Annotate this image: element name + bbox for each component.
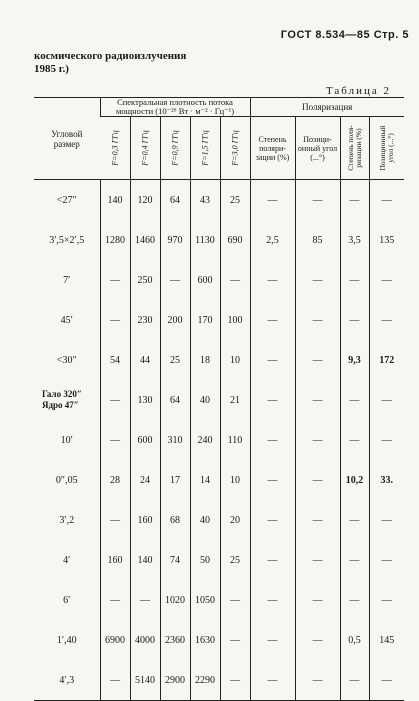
table-cell: 145	[369, 620, 404, 660]
table-label: Таблица 2	[325, 85, 391, 97]
table-cell: 44	[130, 340, 160, 380]
table-cell: 1460	[130, 220, 160, 260]
col-header-freq	[190, 117, 220, 180]
table-row	[34, 580, 404, 620]
table-cell: 250	[130, 260, 160, 300]
cell-angular-size: 3′,5×2′,5	[49, 234, 85, 246]
cell-angular-size: <30″	[56, 354, 77, 366]
table-cell: 600	[130, 420, 160, 460]
table-cell: —	[250, 420, 295, 460]
table-cell: 25	[220, 180, 250, 221]
table-cell: —	[369, 380, 404, 420]
col-header-freq	[100, 117, 130, 180]
table-cell: 5140	[130, 660, 160, 701]
table-cell: 3,5	[340, 220, 369, 260]
table-row	[34, 220, 404, 260]
table-cell: —	[340, 420, 369, 460]
table-row	[34, 540, 404, 580]
table-cell: —	[100, 660, 130, 701]
table-row	[34, 260, 404, 300]
table-cell: 14	[190, 460, 220, 500]
table-cell: 33.	[369, 460, 404, 500]
table-cell: 10	[220, 340, 250, 380]
table-cell: 2,5	[250, 220, 295, 260]
table-cell: 21	[220, 380, 250, 420]
table-cell: —	[340, 500, 369, 540]
table-cell: —	[340, 660, 369, 701]
table-cell: —	[369, 300, 404, 340]
table-cell: —	[295, 660, 340, 701]
table-cell: 140	[100, 180, 130, 221]
freq-label: F=0,3 ГГц	[110, 130, 120, 166]
table-cell: 970	[160, 220, 190, 260]
table-cell: —	[100, 420, 130, 460]
table-cell: —	[100, 300, 130, 340]
table-cell: 1280	[100, 220, 130, 260]
table-cell: —	[250, 460, 295, 500]
table-cell: —	[340, 380, 369, 420]
table-cell: 1130	[190, 220, 220, 260]
table-cell: —	[369, 180, 404, 221]
table-cell: 10	[220, 460, 250, 500]
table-cell: 140	[130, 540, 160, 580]
table-cell: —	[250, 340, 295, 380]
table-cell: —	[369, 660, 404, 701]
freq-label: F=0,9 ГГц	[170, 130, 180, 166]
table-cell: —	[369, 420, 404, 460]
table-cell: —	[250, 580, 295, 620]
table-cell: —	[340, 300, 369, 340]
table-cell: 68	[160, 500, 190, 540]
table-cell: —	[220, 260, 250, 300]
table-cell: —	[250, 540, 295, 580]
table-cell: —	[250, 660, 295, 701]
table-cell: —	[250, 300, 295, 340]
table-cell: 28	[100, 460, 130, 500]
table-cell: —	[369, 260, 404, 300]
table-cell: 240	[190, 420, 220, 460]
table-cell: 100	[220, 300, 250, 340]
col-group-polarization: Поляризация	[250, 98, 404, 117]
table-cell: —	[295, 420, 340, 460]
table-row	[34, 500, 404, 540]
col-header-pos-angle-2	[369, 117, 404, 180]
table-cell: —	[340, 260, 369, 300]
table-cell: —	[369, 540, 404, 580]
table-cell: —	[340, 540, 369, 580]
col-header-freq	[130, 117, 160, 180]
table-cell: 4000	[130, 620, 160, 660]
table-cell: —	[295, 460, 340, 500]
table-cell: 17	[160, 460, 190, 500]
table-cell: 110	[220, 420, 250, 460]
table-cell: 10,2	[340, 460, 369, 500]
data-table	[34, 97, 404, 701]
table-row	[34, 380, 404, 420]
table-cell: —	[295, 580, 340, 620]
table-cell: 160	[100, 540, 130, 580]
cell-angular-size: 0″,05	[55, 474, 78, 486]
cell-angular-size: 45′	[60, 314, 73, 326]
table-cell: —	[100, 500, 130, 540]
table-cell: 2900	[160, 660, 190, 701]
table-cell: —	[369, 500, 404, 540]
pol-label: Степень поля-ризации (%)	[345, 125, 363, 171]
table-row	[34, 180, 404, 221]
table-cell: 25	[160, 340, 190, 380]
table-cell: 170	[190, 300, 220, 340]
table-cell: —	[340, 180, 369, 221]
table-cell: —	[295, 260, 340, 300]
table-cell: —	[295, 540, 340, 580]
cell-angular-size: 4′	[63, 554, 71, 566]
table-cell: 24	[130, 460, 160, 500]
table-cell: 20	[220, 500, 250, 540]
table-row	[34, 340, 404, 380]
table-cell: 2290	[190, 660, 220, 701]
table-cell: 9,3	[340, 340, 369, 380]
freq-label: F=3,0 ГГц	[230, 130, 240, 166]
table-cell: —	[220, 580, 250, 620]
table-cell: —	[250, 260, 295, 300]
table-cell: —	[369, 580, 404, 620]
table-row	[34, 460, 404, 500]
table-cell: 40	[190, 380, 220, 420]
table-cell: —	[295, 380, 340, 420]
cell-angular-size: 7′	[63, 274, 71, 286]
table-cell: 40	[190, 500, 220, 540]
table-cell: 160	[130, 500, 160, 540]
continuation-title-line2: 1985 г.)	[34, 63, 69, 75]
table-cell: —	[250, 500, 295, 540]
cell-angular-size: Гало 320″ Ядро 47″	[42, 389, 82, 410]
table-cell: —	[295, 620, 340, 660]
freq-label: F=1,5 ГГц	[200, 130, 210, 166]
col-group-flux: Спектральная плотность потока мощности (10⁻²⁶ Вт · м⁻² · Гц⁻¹)	[100, 98, 250, 117]
table-cell: —	[250, 620, 295, 660]
table-cell: 85	[295, 220, 340, 260]
table-row	[34, 660, 404, 701]
col-header-pol-degree-2	[340, 117, 369, 180]
table-cell: —	[220, 660, 250, 701]
table-cell: 120	[130, 180, 160, 221]
table-cell: —	[100, 580, 130, 620]
table-row	[34, 300, 404, 340]
table-cell: —	[340, 580, 369, 620]
table-cell: 50	[190, 540, 220, 580]
table-cell: 54	[100, 340, 130, 380]
table-cell: —	[160, 260, 190, 300]
table-cell: —	[250, 380, 295, 420]
table-cell: —	[295, 180, 340, 221]
cell-angular-size: 1′,40	[56, 634, 77, 646]
cell-angular-size: 4′,3	[34, 660, 100, 701]
table-cell: 64	[160, 380, 190, 420]
table-cell: 690	[220, 220, 250, 260]
table-cell: 135	[369, 220, 404, 260]
cell-angular-size: 10′	[60, 434, 73, 446]
table-cell: 200	[160, 300, 190, 340]
table-cell: —	[295, 300, 340, 340]
table-cell: —	[100, 380, 130, 420]
table-cell: 1630	[190, 620, 220, 660]
table-cell: 0,5	[340, 620, 369, 660]
table-cell: 25	[220, 540, 250, 580]
table-cell: 310	[160, 420, 190, 460]
table-cell: 172	[369, 340, 404, 380]
table-cell: 6900	[100, 620, 130, 660]
table-cell: 74	[160, 540, 190, 580]
table-row	[34, 620, 404, 660]
table-cell: 2360	[160, 620, 190, 660]
col-header-pos-angle: Позици-онный угол (...°)	[295, 117, 340, 180]
table-cell: 600	[190, 260, 220, 300]
freq-label: F=0,4 ГГц	[140, 130, 150, 166]
table-cell: —	[100, 260, 130, 300]
cell-angular-size: 3′,2	[59, 514, 75, 526]
col-header-freq	[220, 117, 250, 180]
table-cell: 130	[130, 380, 160, 420]
col-header-freq	[160, 117, 190, 180]
cell-angular-size: <27″	[56, 194, 77, 206]
cell-angular-size: 6′	[63, 594, 71, 606]
pol-label: Позиционный угол (...°)	[377, 125, 395, 171]
table-row	[34, 420, 404, 460]
page-header-ref: ГОСТ 8.534—85 Стр. 5	[280, 29, 409, 41]
table-cell: —	[295, 340, 340, 380]
table-cell: 230	[130, 300, 160, 340]
table-cell: —	[295, 500, 340, 540]
table-cell: —	[130, 580, 160, 620]
table-cell: —	[250, 180, 295, 221]
table-cell: 1020	[160, 580, 190, 620]
table-cell: 1050	[190, 580, 220, 620]
table-cell: —	[220, 620, 250, 660]
continuation-title-line1: космического радиоизлучения	[34, 50, 187, 62]
table-cell: 18	[190, 340, 220, 380]
col-header-pol-degree: Степень поляри-зации (%)	[250, 117, 295, 180]
table-cell: 64	[160, 180, 190, 221]
table-cell: 43	[190, 180, 220, 221]
col-header-size: Угловой размер	[34, 98, 100, 180]
